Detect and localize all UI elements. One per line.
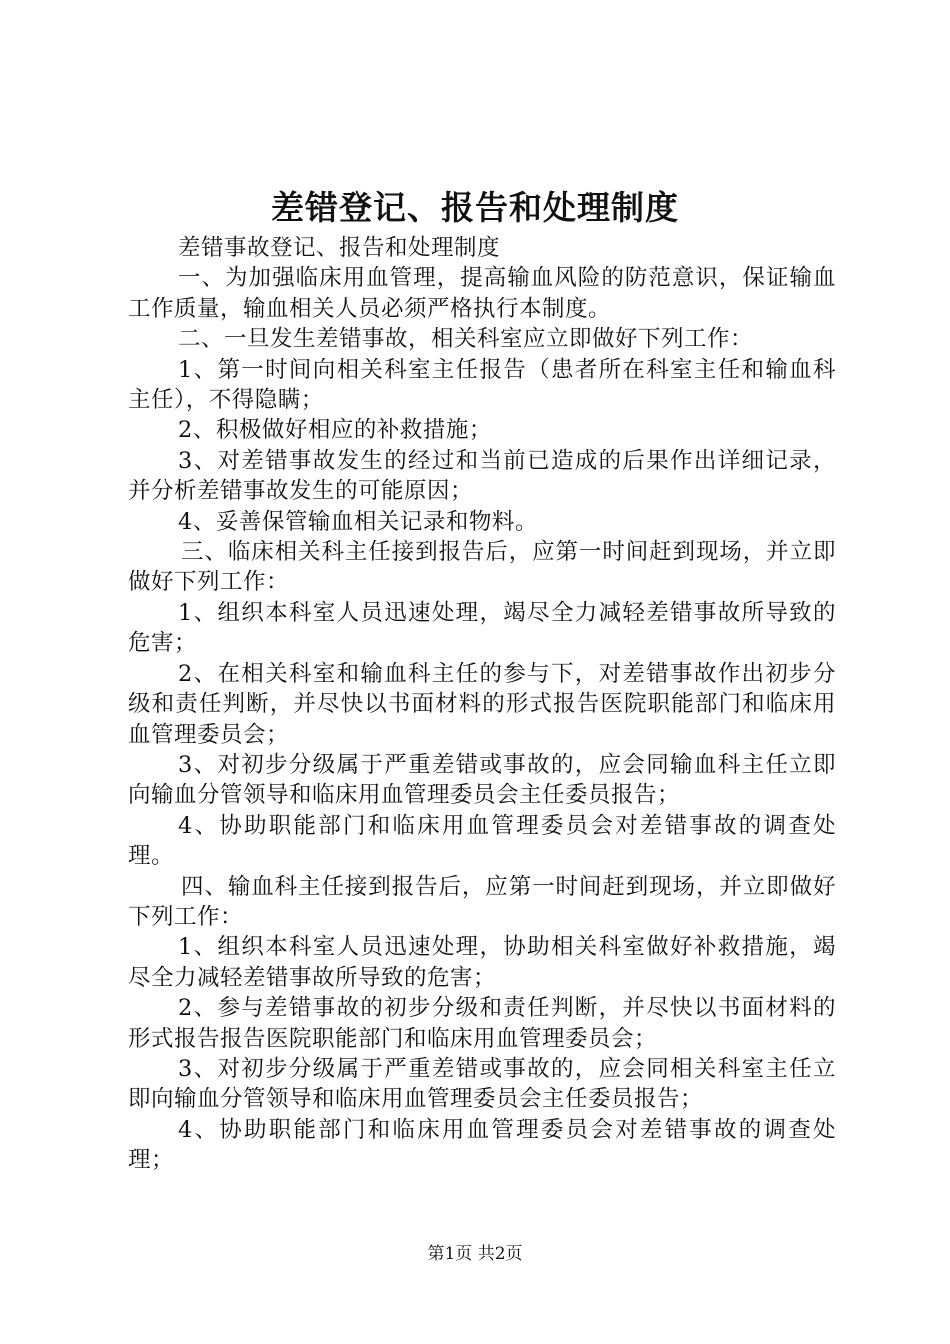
paragraph-subtitle: 差错事故登记、报告和处理制度 (178, 235, 501, 261)
paragraph-section-4: 四、输血科主任接到报告后，应第一时间赶到现场，并立即做好下列工作： (128, 873, 836, 930)
paragraph-section-2-item-4: 4、妥善保管输血相关记录和物料。 (178, 508, 538, 535)
paragraph-section-2-item-3: 3、对差错事故发生的经过和当前已造成的后果作出详细记录，并分析差错事故发生的可能原因； (128, 447, 836, 505)
page-footer: 第1页 共2页 (427, 1244, 523, 1264)
paragraph-section-2-item-1: 1、第一时间向相关科室主任报告（患者所在科室主任和输血科主任），不得隐瞒； (128, 356, 836, 414)
paragraph-section-4-item-1: 1、组织本科室人员迅速处理，协助相关科室做好补救措施，竭尽全力减轻差错事故所导致的危害； (128, 934, 836, 991)
paragraph-section-3-item-3: 3、对初步分级属于严重差错或事故的，应会同输血科主任立即向输血分管领导和临床用血管理委员会主任委员报告； (128, 751, 836, 809)
paragraph-section-1: 一、为加强临床用血管理，提高输血风险的防范意识，保证输血工作质量，输血相关人员必须严格执行本制度。 (128, 265, 836, 322)
paragraph-section-4-item-2: 2、参与差错事故的初步分级和责任判断，并尽快以书面材料的形式报告报告医院职能部门和临床用血管理委员会； (128, 995, 836, 1052)
document-body (128, 233, 836, 1176)
paragraph-section-4-item-4: 4、协助职能部门和临床用血管理委员会对差错事故的调查处理； (128, 1116, 836, 1174)
paragraph-section-3: 三、临床相关科主任接到报告后，应第一时间赶到现场，并立即做好下列工作： (128, 539, 836, 596)
paragraph-section-4-item-3: 3、对初步分级属于严重差错或事故的，应会同相关科室主任立即向输血分管领导和临床用血管理委员会主任委员报告； (128, 1055, 836, 1113)
paragraph-section-3-item-2: 2、在相关科室和输血科主任的参与下，对差错事故作出初步分级和责任判断，并尽快以书面材料的形式报告医院职能部门和临床用血管理委员会； (128, 660, 836, 748)
paragraph-section-2-item-2: 2、积极做好相应的补救措施； (178, 417, 492, 444)
paragraph-section-2: 二、一旦发生差错事故，相关科室应立即做好下列工作： (178, 326, 754, 353)
paragraph-section-3-item-4: 4、协助职能部门和临床用血管理委员会对差错事故的调查处理。 (128, 812, 836, 870)
document-title: 差错登记、报告和处理制度 (271, 188, 679, 227)
paragraph-section-3-item-1: 1、组织本科室人员迅速处理，竭尽全力减轻差错事故所导致的危害； (128, 599, 836, 657)
